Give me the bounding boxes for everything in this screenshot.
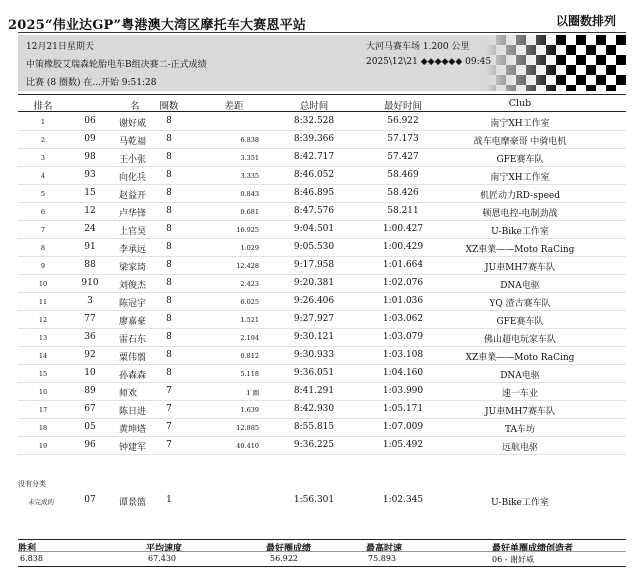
row-number: 09 [84,134,96,144]
row-gap: 0.843 [240,190,259,198]
col-club: Club [508,98,532,109]
row-laps: 8 [166,134,172,144]
summary-topspeed: 75.893 [368,554,396,563]
row-best: 58.426 [387,188,419,198]
row-name: 孙森森 [119,371,147,381]
table-row [18,148,626,167]
row-laps: 8 [166,242,172,252]
row-laps: 8 [166,350,172,360]
summary-avg: 67.430 [148,554,176,563]
summary-topspeed-label: 最高时速 [366,544,403,554]
table-row [18,130,626,149]
row-rank: 18 [38,424,48,432]
row-name: 黄坤塔 [119,425,147,435]
row-number: 77 [84,314,96,324]
row-best: 57.173 [387,134,419,144]
row-total: 9:26.406 [293,296,335,306]
row-number: 12 [84,206,96,216]
row-laps: 7 [166,440,172,450]
row-club: DNA电驱 [500,281,540,291]
dnf-number: 07 [84,495,96,505]
row-club: JU車MH7赛车队 [485,407,555,417]
row-best: 1:05.492 [382,440,424,450]
event-name: 中策橡胶艾瑞森轮胎电车B组决赛二-正式成绩 [26,60,207,70]
row-best: 1:01.664 [382,260,424,270]
row-total: 9:17.958 [293,260,335,270]
row-rank: 15 [38,370,48,378]
row-best: 1:03.108 [382,350,424,360]
dnf-best: 1:02.345 [382,495,424,505]
table-row [18,220,626,239]
row-gap: 16.925 [236,226,259,234]
row-name: 卢华锋 [119,209,147,219]
row-gap: 12.885 [236,424,259,432]
row-club: U-Bike工作室 [491,227,549,237]
row-rank: 16 [38,388,48,396]
row-name: 向化兵 [119,173,147,183]
row-gap: 0.681 [240,208,259,216]
row-best: 58.469 [387,170,419,180]
row-total: 8:41.291 [293,386,335,396]
table-row [18,274,626,293]
print-datetime: 2025\12\21 ◆◆◆◆◆◆ 09:45 [366,57,492,67]
row-total: 9:30.121 [293,332,335,342]
row-total: 8:32.528 [293,116,335,126]
row-club: 速一车业 [501,389,539,399]
dnf-status: 未完成的 [28,498,54,506]
row-laps: 8 [166,278,172,288]
not-classified-label: 没有分类 [18,480,46,488]
row-rank: 12 [38,316,48,324]
summary-values [18,551,626,567]
row-name: 上官昊 [119,227,147,237]
row-laps: 8 [166,116,172,126]
table-row [18,256,626,275]
row-best: 1:03.990 [382,386,424,396]
row-rank: 4 [40,172,46,180]
row-number: 10 [84,368,96,378]
table-row [18,436,626,455]
row-name: 王小张 [119,155,147,165]
col-total: 总时间 [299,101,329,112]
race-start: 比赛 (8 圈数) 在...开始 9:51:28 [26,78,157,88]
row-total: 9:04.501 [293,224,335,234]
dnf-name: 谭景篮 [119,498,147,508]
row-name: 粟伟翦 [119,353,147,363]
row-club: GFE赛车队 [496,155,544,165]
col-best: 最好时间 [383,101,423,112]
col-rank: 排名 [33,101,53,112]
row-gap: 6.838 [240,136,259,144]
row-gap: 0.812 [240,352,259,360]
row-rank: 11 [38,298,48,306]
row-number: 98 [84,152,96,162]
row-best: 56.922 [387,116,419,126]
row-name: 马乾福 [119,137,147,147]
table-row [18,184,626,203]
row-number: 3 [87,296,93,306]
table-row [18,166,626,185]
row-laps: 8 [166,260,172,270]
row-laps: 8 [166,170,172,180]
row-gap: 1 圈 [246,389,259,397]
results-header [18,94,626,112]
row-best: 1:07.009 [382,422,424,432]
table-row [18,310,626,329]
table-row [18,202,626,221]
row-total: 8:47.576 [293,206,335,216]
row-best: 1:04.160 [382,368,424,378]
row-number: 88 [84,260,96,270]
row-rank: 1 [40,118,46,126]
row-total: 8:46.895 [293,188,335,198]
row-rank: 17 [38,406,48,414]
row-name: 廖嘉豪 [119,317,147,327]
col-name: 名 [130,101,140,112]
sort-label: 以圈数排列 [555,14,616,28]
row-gap: 5.118 [240,370,259,378]
row-club: 战车电摩豪哥 中骑电机 [473,137,567,147]
row-total: 8:39.366 [293,134,335,144]
row-best: 1:05.171 [382,404,424,414]
row-number: 36 [84,332,96,342]
row-total: 9:20.381 [293,278,335,288]
summary-bestlap: 56.922 [270,554,298,563]
table-row [18,364,626,383]
row-total: 9:36.225 [293,440,335,450]
row-club: 机匠动力RD-speed [480,191,560,201]
col-gap: 差距 [224,101,244,112]
row-laps: 8 [166,188,172,198]
row-total: 8:46.052 [293,170,335,180]
row-club: DNA电驱 [500,371,540,381]
row-gap: 1.029 [240,244,259,252]
row-gap: 3.351 [240,154,259,162]
row-rank: 9 [40,262,46,270]
row-total: 9:27.927 [293,314,335,324]
row-gap: 12.428 [236,262,259,270]
checkered-flag-icon [486,35,626,91]
col-laps: 圈数 [159,101,179,112]
row-rank: 3 [40,154,46,162]
row-club: 南宁XH工作室 [490,173,550,183]
race-date: 12月21日星期天 [26,42,94,52]
summary-margin-label: 胜利 [18,544,37,554]
row-best: 1:00.429 [382,242,424,252]
row-club: TA车坊 [504,425,536,435]
row-number: 93 [84,170,96,180]
row-name: 雷石东 [119,335,147,345]
row-total: 8:42.717 [293,152,335,162]
row-club: GFE赛车队 [496,317,544,327]
row-best: 1:03.062 [382,314,424,324]
table-row [18,418,626,437]
row-laps: 8 [166,314,172,324]
row-number: 92 [84,350,96,360]
row-rank: 14 [38,352,48,360]
row-rank: 10 [38,280,48,288]
dnf-club: U-Bike工作室 [491,498,549,508]
row-number: 96 [84,440,96,450]
row-club: YQ 渣古赛车队 [489,299,551,309]
row-laps: 7 [166,422,172,432]
dnf-total: 1:56.301 [293,495,335,505]
row-name: 李承远 [119,245,147,255]
row-rank: 2 [40,136,46,144]
dnf-laps: 1 [166,495,172,505]
row-gap: 40.410 [236,442,259,450]
row-number: 91 [84,242,96,252]
summary-avg-label: 平均速度 [146,544,183,554]
row-gap: 2.194 [240,334,259,342]
row-best: 1:01.036 [382,296,424,306]
row-number: 910 [81,278,99,288]
row-number: 24 [84,224,96,234]
row-club: JU車MH7赛车队 [485,263,555,273]
table-row [18,346,626,365]
row-name: 谢好威 [119,119,147,129]
row-number: 15 [84,188,96,198]
row-club: 远航电驱 [501,443,539,453]
table-row [18,382,626,401]
row-best: 58.211 [387,206,419,216]
row-name: 梁家琦 [119,263,147,273]
row-laps: 7 [166,404,172,414]
page-title: 2025“伟业达GP”粤港澳大湾区摩托车大赛恩平站 [8,18,307,33]
row-rank: 13 [38,334,48,342]
row-rank: 7 [40,226,46,234]
row-total: 9:30.933 [293,350,335,360]
row-club: 南宁XH工作室 [490,119,550,129]
row-best: 1:03.079 [382,332,424,342]
row-number: 05 [84,422,96,432]
row-name: 陈日进 [119,407,147,417]
row-total: 8:55.815 [293,422,335,432]
row-club: XZ車業——Moto RaCing [465,353,575,363]
row-name: 陈冠宇 [119,299,147,309]
row-gap: 1.639 [240,406,259,414]
row-best: 1:00.427 [382,224,424,234]
row-club: 顿恩电控-电制劲战 [482,209,558,219]
row-gap: 1.521 [240,316,259,324]
row-best: 1:02.076 [382,278,424,288]
summary-holder: 06 - 谢好威 [492,555,534,564]
row-laps: 8 [166,206,172,216]
row-gap: 6.025 [240,298,259,306]
row-best: 57.427 [387,152,419,162]
row-total: 9:05.530 [293,242,335,252]
row-laps: 8 [166,224,172,234]
row-rank: 8 [40,244,46,252]
table-row [18,238,626,257]
table-row [18,328,626,347]
summary-bestlap-label: 最好圈成绩 [266,544,312,554]
row-gap: 2.423 [240,280,259,288]
row-number: 06 [84,116,96,126]
row-name: 师欢 [119,389,138,399]
row-gap: 3.335 [240,172,259,180]
row-laps: 8 [166,332,172,342]
title-divider [18,32,626,33]
venue: 大河马赛车场 1.200 公里 [366,42,470,52]
dnf-row [18,491,626,509]
row-rank: 5 [40,190,46,198]
row-name: 刘俊杰 [119,281,147,291]
table-row [18,400,626,419]
row-total: 9:36.051 [293,368,335,378]
info-band [18,35,626,91]
table-row [18,112,626,131]
row-rank: 19 [38,442,48,450]
row-total: 8:42.930 [293,404,335,414]
row-rank: 6 [40,208,46,216]
summary-holder-label: 最好单圈成绩创造者 [492,544,574,554]
row-club: 佛山超电玩家车队 [483,335,557,345]
row-laps: 8 [166,368,172,378]
row-name: 钟建军 [119,443,147,453]
row-laps: 8 [166,296,172,306]
row-laps: 8 [166,152,172,162]
summary-margin: 6.838 [20,554,43,563]
row-name: 赵益开 [119,191,147,201]
row-number: 67 [84,404,96,414]
row-club: XZ車業——Moto RaCing [465,245,575,255]
row-number: 89 [84,386,96,396]
row-laps: 7 [166,386,172,396]
table-row [18,292,626,311]
